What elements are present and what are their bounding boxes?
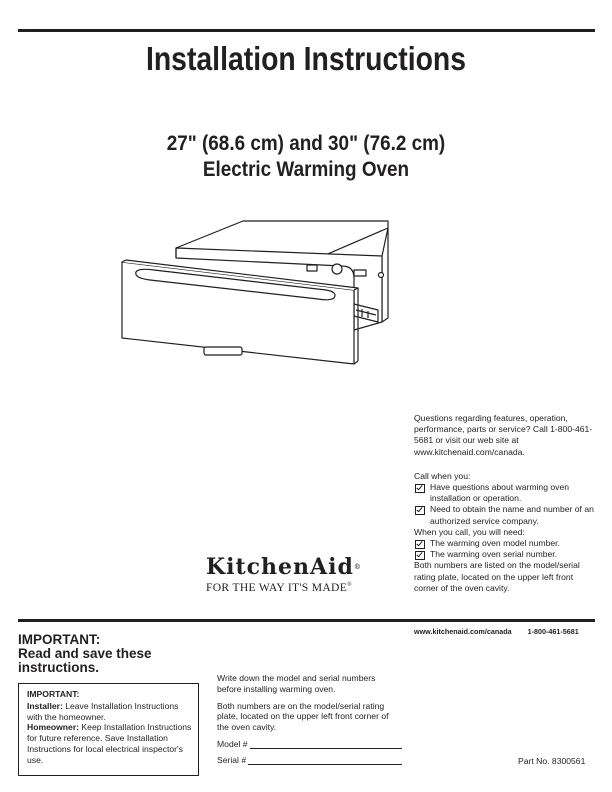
model-label: Model #	[217, 738, 248, 749]
homeowner-note: Homeowner: Keep Installation Instructions for future reference. Save Installation Instructions for local electrical inspector's use.	[27, 722, 192, 765]
service-intro: Questions regarding features, operation, performance, parts or service? Call 1-800-461-5681 or visit our web site at www.kitchenaid.com/canada.	[414, 413, 593, 457]
write-down-text: Write down the model and serial numbers before installing warming oven.	[217, 673, 376, 694]
call-when-heading: Call when you:	[414, 470, 471, 481]
serial-label: Serial #	[217, 754, 247, 765]
when-call-heading: When you call, you will need:	[414, 526, 525, 537]
model-number-field[interactable]	[217, 739, 402, 750]
important-notice-box	[18, 683, 199, 776]
warming-oven-illustration	[118, 218, 393, 366]
checkbox-icon	[415, 540, 425, 549]
checklist-item: Need to obtain the name and number of an authorized service company.	[414, 504, 594, 526]
checkbox-icon	[415, 506, 425, 515]
checklist-item: The warming oven serial number.	[414, 549, 594, 560]
important-heading: IMPORTANT: Read and save these instructions.	[18, 632, 152, 675]
subtitle-line-1: 27" (68.6 cm) and 30" (76.2 cm)	[166, 132, 446, 155]
phone-number: 1-800-461-5681	[527, 627, 579, 636]
installer-note: Installer: Leave Installation Instructions with the homeowner.	[27, 700, 179, 722]
part-number: Part No. 8300561	[518, 756, 586, 766]
section-rule	[18, 619, 595, 622]
logo-tagline: FOR THE WAY IT'S MADE®	[206, 580, 352, 594]
kitchenaid-logo	[206, 555, 391, 594]
website-link[interactable]: www.kitchenaid.com/canada	[414, 627, 512, 636]
serial-number-field[interactable]	[217, 755, 402, 766]
location-note: Both numbers are listed on the model/serial rating plate, located on the upper left front corner of the oven cavity.	[414, 560, 580, 593]
both-numbers-text: Both numbers are on the model/serial rating plate, located on the upper left front corner of the oven cavity.	[217, 700, 389, 733]
checkbox-icon	[415, 551, 425, 560]
checklist-item: The warming oven model number.	[414, 538, 594, 549]
page-subtitle	[31, 131, 582, 183]
top-rule	[18, 29, 595, 32]
checklist-item: Have questions about warming oven installation or operation.	[414, 482, 594, 504]
logo-brand: KitchenAid®	[206, 554, 362, 580]
contact-line	[414, 627, 579, 636]
checkbox-icon	[415, 484, 425, 493]
subtitle-line-2: Electric Warming Oven	[202, 158, 410, 181]
service-info	[414, 413, 594, 594]
page-title: Installation Instructions	[145, 40, 467, 77]
notice-heading: IMPORTANT:	[27, 689, 80, 699]
record-numbers-section	[217, 673, 402, 771]
